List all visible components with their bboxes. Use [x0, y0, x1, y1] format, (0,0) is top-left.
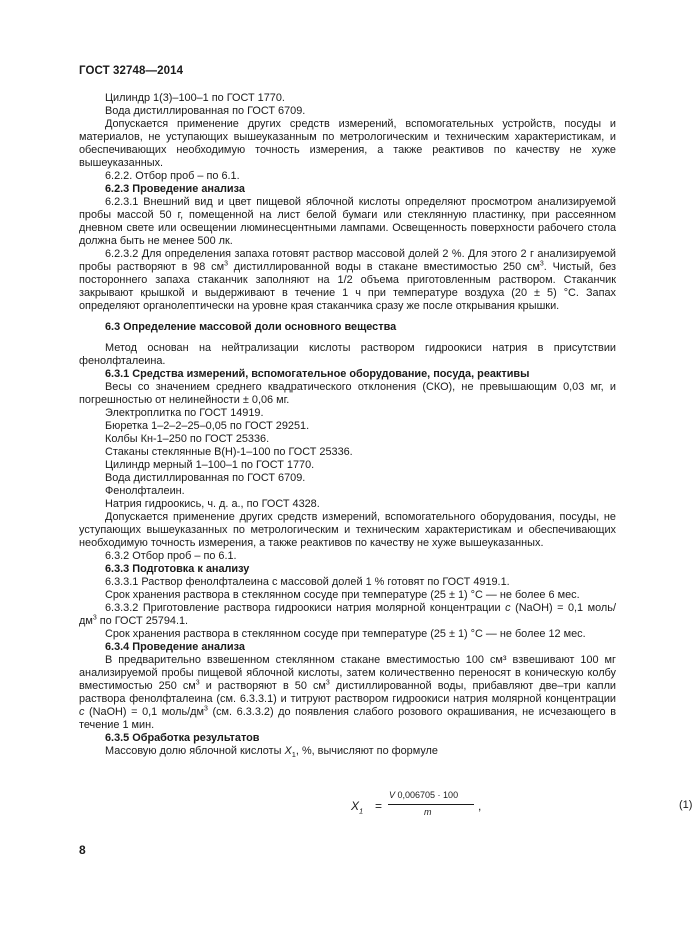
formula-comma: ,	[478, 799, 482, 813]
text-run: В предварительно взвешенном стеклянном стакане вместимостью 100 см³ взвешивают 100 мг анализируемой пробы пищевой яблочной кислоты, затем количественно переносят в коническую колбу вместимостью 250 см	[79, 654, 616, 692]
paragraph	[79, 745, 616, 758]
text-run: 6.2.3.2 Для определения запаха готовят раствор массовой долей 2 %. Для этого 2 г анализируемой пробы растворяют в 98 см	[79, 248, 616, 273]
paragraph: Цилиндр 1(3)–100–1 по ГОСТ 1770.	[105, 92, 285, 104]
paragraph	[79, 602, 616, 628]
document-body	[79, 92, 616, 758]
paragraph: Натрия гидроокись, ч. д. а., по ГОСТ 4328.	[105, 498, 320, 510]
subscript: 1	[291, 750, 296, 760]
page-number: 8	[79, 843, 86, 857]
paragraph: Срок хранения раствора в стеклянном сосуде при температуре (25 ± 1) °С — не более 12 мес.	[105, 628, 586, 640]
paragraph: Колбы Кн-1–250 по ГОСТ 25336.	[105, 433, 270, 445]
paragraph: Срок хранения раствора в стеклянном сосуде при температуре (25 ± 1) °С — не более 6 мес.	[105, 589, 580, 601]
formula	[79, 790, 692, 826]
paragraph: Стаканы стеклянные В(Н)-1–100 по ГОСТ 25336.	[105, 446, 353, 458]
paragraph: Метод основан на нейтрализации кислоты раствором гидроокиси натрия в присутствии фенолфталеина.	[79, 342, 616, 367]
formula-numerator	[389, 790, 458, 800]
superscript: 3	[204, 705, 208, 713]
formula-lhs	[351, 799, 364, 816]
paragraph: Цилиндр мерный 1–100–1 по ГОСТ 1770.	[105, 459, 315, 471]
document-header: ГОСТ 32748—2014	[79, 65, 184, 77]
text-run: по ГОСТ 25794.1.	[96, 615, 189, 627]
paragraph: 6.2.2. Отбор проб – по 6.1.	[105, 170, 240, 182]
text-run: , %, вычисляют по формуле	[295, 745, 438, 757]
text-run: (см. 6.3.3.2) до появления слабого розового окрашивания, не исчезающего в течение 1 мин.	[79, 706, 616, 731]
paragraph: 6.3.2 Отбор проб – по 6.1.	[105, 550, 237, 562]
text-run: Массовую долю яблочной кислоты	[105, 745, 285, 757]
paragraph: Допускается применение других средств измерений, вспомогательных устройств, посуды и материалов, не уступающих вышеуказанным по метрологическим и техническим характеристикам, и обеспечивающих необходимую точность измерения, а также реактивов по качеству не хуже вышеуказанных.	[79, 118, 616, 169]
section-heading: 6.3.1 Средства измерений, вспомогательное оборудование, посуда, реактивы	[105, 368, 530, 380]
paragraph: Вода дистиллированная по ГОСТ 6709.	[105, 105, 306, 117]
paragraph	[79, 654, 616, 732]
paragraph: 6.2.3.1 Внешний вид и цвет пищевой яблочной кислоты определяют просмотром анализируемой пробы массой 50 г, помещенной на лист белой бумаги или стеклянную пластинку, при рассеянном дневном свете или освещении люминесцентными лампами. Освещенность поверхности рабочего стола должна быть не менее 500 лк.	[79, 196, 616, 247]
paragraph	[79, 248, 616, 313]
superscript: 3	[224, 260, 228, 268]
text-run: дистиллированной воды, прибавляют две–три капли раствора фенолфталеина (см. 6.3.3.1) и титруют раствором гидроокиси натрия молярной концентрации	[79, 680, 617, 705]
section-heading: 6.3.3 Подготовка к анализу	[105, 563, 250, 575]
section-heading: 6.3 Определение массовой доли основного вещества	[105, 321, 397, 333]
superscript: 3	[539, 260, 544, 268]
text-run: (NaOH) = 0,1 моль/дм	[84, 706, 204, 718]
text-run: дистиллированной воды в стакане вместимостью 250 см	[227, 261, 540, 273]
text-run: 6.3.3.2 Приготовление раствора гидроокиси натрия молярной концентрации	[105, 602, 506, 614]
formula-lhs-var: X	[351, 799, 360, 813]
paragraph: Бюретка 1–2–2–25–0,05 по ГОСТ 29251.	[105, 420, 310, 432]
formula-number: (1)	[679, 799, 692, 811]
paragraph: 6.3.3.1 Раствор фенолфталеина с массовой долей 1 % готовят по ГОСТ 4919.1.	[105, 576, 510, 588]
section-heading: 6.3.4 Проведение анализа	[105, 641, 245, 653]
superscript: 3	[92, 614, 97, 622]
paragraph: Электроплитка по ГОСТ 14919.	[105, 407, 264, 419]
section-heading: 6.2.3 Проведение анализа	[105, 183, 245, 195]
superscript: 3	[195, 679, 200, 687]
formula-lhs-sub: 1	[359, 806, 364, 816]
superscript: 3	[325, 679, 330, 687]
fraction-line	[388, 804, 474, 805]
paragraph: Весы со значением среднего квадратического отклонения (СКО), не превышающим 0,03 мг, и погрешностью от нелинейности ± 0,06 мг.	[79, 381, 616, 406]
formula-num-var: V	[389, 790, 396, 800]
text-run: (NaOH) = 0,1 моль/дм	[79, 602, 616, 627]
text-run: и растворяют в 50 см	[199, 680, 326, 692]
formula-denominator: m	[424, 807, 432, 817]
paragraph: Допускается применение других средств измерений, вспомогательного оборудования, посуды, не уступающих вышеуказанных по метрологическим и техническим характеристикам и обеспечивающих необходимую точность измерения, а также реактивов по качеству не хуже вышеуказанных.	[79, 511, 616, 549]
math-variable: X	[284, 745, 292, 757]
paragraph: Фенолфталеин.	[105, 485, 185, 497]
math-variable: c	[79, 706, 85, 718]
math-variable: c	[505, 602, 511, 614]
formula-num-rest: 0,006705 · 100	[395, 790, 459, 800]
text-run: . Чистый, без постороннего запаха стаканчик заполняют на 1/2 объема приготовленным раствором. Стаканчик закрывают крышкой и выдерживают в течение 1 ч при температуре воздуха (20 ± 5) °С. Запах определяют органолептически на уровне края стаканчика сразу же после открывания крышки.	[79, 261, 617, 312]
paragraph: Вода дистиллированная по ГОСТ 6709.	[105, 472, 306, 484]
section-heading: 6.3.5 Обработка результатов	[105, 732, 260, 744]
formula-equals: =	[375, 799, 383, 813]
